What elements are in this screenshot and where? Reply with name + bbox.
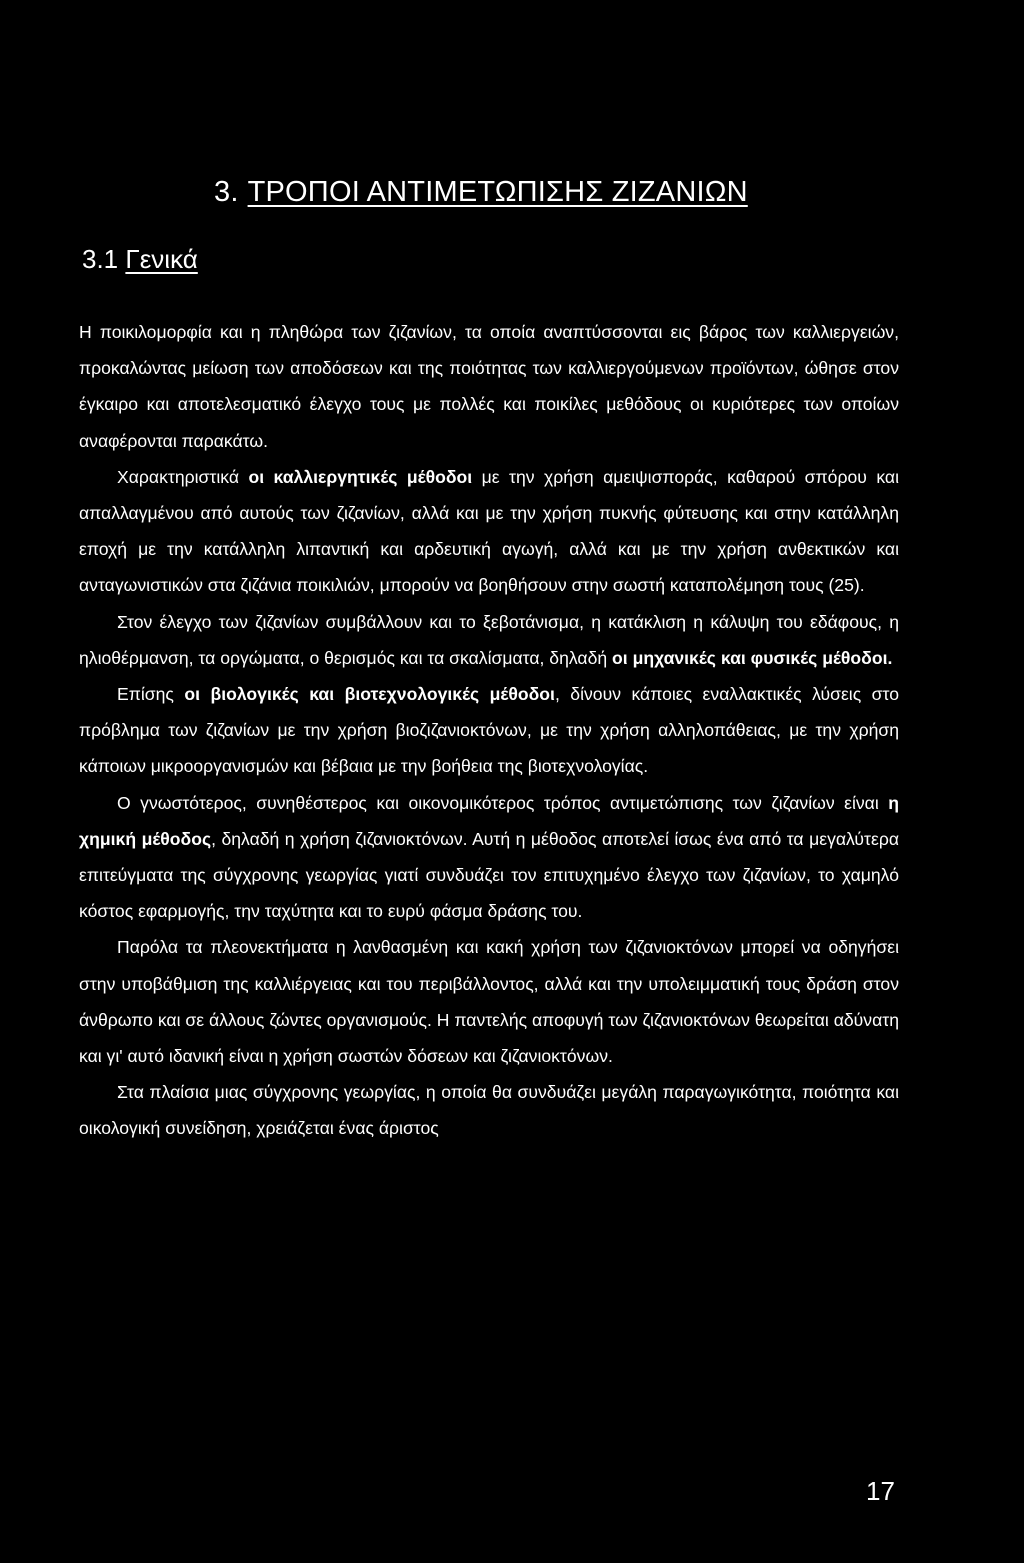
- paragraph-5-text-b: , δηλαδή η χρήση ζιζανιοκτόνων. Αυτή η μέθοδος αποτελεί ίσως ένα από τα μεγαλύτερα επιτεύγματα της σύγχρονης γεωργίας γιατί συνδυάζει τον επιτυχημένο έλεγχο των ζιζανίων, το χαμηλό κόστος εφαρμογής, την ταχύτητα και το ευρύ φάσμα δράσης του.: [79, 828, 900, 922]
- chapter-number: 3.: [214, 176, 239, 208]
- paragraph-5-text-a: Ο γνωστότερος, συνηθέστερος και οικονομικότερος τρόπος αντιμετώπισης των ζιζανίων είναι: [117, 792, 889, 813]
- paragraph-5: [79, 785, 899, 930]
- paragraph-5-bold: η χημική μέθοδος: [79, 792, 899, 849]
- chapter-heading: ΤΡΟΠΟΙ ΑΝΤΙΜΕΤΩΠΙΣΗΣ ΖΙΖΑΝΙΩΝ: [247, 176, 748, 208]
- paragraph-1: Η ποικιλομορφία και η πληθώρα των ζιζανίων, τα οποία αναπτύσσονται εις βάρος των καλλιεργειών, προκαλώντας μείωση των αποδόσεων και της ποιότητας των καλλιεργούμενων προϊόντων, ώθησε στον έγκαιρο και αποτελεσματικό έλεγχο τους με πολλές και ποικίλες μεθόδους οι κυριότερες των οποίων αναφέρονται παρακάτω.: [79, 322, 899, 451]
- paragraph-2-bold: οι καλλιεργητικές μέθοδοι: [248, 466, 473, 487]
- chapter-title: [214, 176, 748, 209]
- section-title: [82, 244, 198, 275]
- section-heading: Γενικά: [125, 244, 198, 274]
- paragraph-6: Παρόλα τα πλεονεκτήματα η λανθασμένη και κακή χρήση των ζιζανιοκτόνων μπορεί να οδηγήσει στην υποβάθμιση της καλλιέργειας και του περιβάλλοντος, αλλά και την υπολειμματική τους δράση στον άνθρωπο και σε άλλους ζώντες οργανισμούς. Η παντελής αποφυγή των ζιζανιοκτόνων θεωρείται αδύνατη και γι' αυτό ιδανική είναι η χρήση σωστών δόσεων και ζιζανιοκτόνων.: [79, 937, 899, 1067]
- paragraph-2-text-a: Χαρακτηριστικά: [117, 466, 249, 487]
- paragraph-4-text-a: Επίσης: [117, 684, 185, 705]
- paragraph-2: [79, 459, 899, 604]
- paragraph-3: [79, 604, 899, 676]
- section-number: 3.1: [82, 244, 119, 274]
- paragraph-7: Στα πλαίσια μιας σύγχρονης γεωργίας, η οποία θα συνδυάζει μεγάλη παραγωγικότητα, ποιότητα και οικολογική συνείδηση, χρειάζεται ένας άριστος: [79, 1082, 899, 1139]
- paragraph-4-bold: οι βιολογικές και βιοτεχνολογικές μέθοδοι: [184, 684, 555, 705]
- paragraph-4: [79, 676, 899, 785]
- paragraph-3-text: Στον έλεγχο των ζιζανίων συμβάλλουν και το ξεβοτάνισμα, η κατάκλιση η κάλυψη του εδάφους, η ηλιοθέρμανση, τα οργώματα, ο θερισμός και τα σκαλίσματα, δηλαδή: [79, 611, 899, 668]
- page-number: 17: [866, 1476, 895, 1506]
- paragraph-4-text-b: , δίνουν κάποιες εναλλακτικές λύσεις στο πρόβλημα των ζιζανίων με την χρήση βιοζιζανιοκτόνων, με την χρήση αλληλοπάθειας, με την χρήση κάποιων μικροοργανισμών και βέβαια με την βοήθεια της βιοτεχνολογίας.: [79, 684, 899, 777]
- paragraph-3-bold: οι μηχανικές και φυσικές μέθοδοι.: [612, 647, 893, 668]
- body-text: [79, 314, 899, 1147]
- paragraph-2-text-b: με την χρήση αμειψισποράς, καθαρού σπόρου και απαλλαγμένου από αυτούς των ζιζανίων, αλλά και με την χρήση πυκνής φύτευσης και στην κατάλληλη εποχή με την κατάλληλη λιπαντική και αρδευτική αγωγή, αλλά και με την χρήση ανθεκτικών και ανταγωνιστικών στα ζιζάνια ποικιλιών, μπορούν να βοηθήσουν στην σωστή καταπολέμηση τους (25).: [79, 466, 899, 596]
